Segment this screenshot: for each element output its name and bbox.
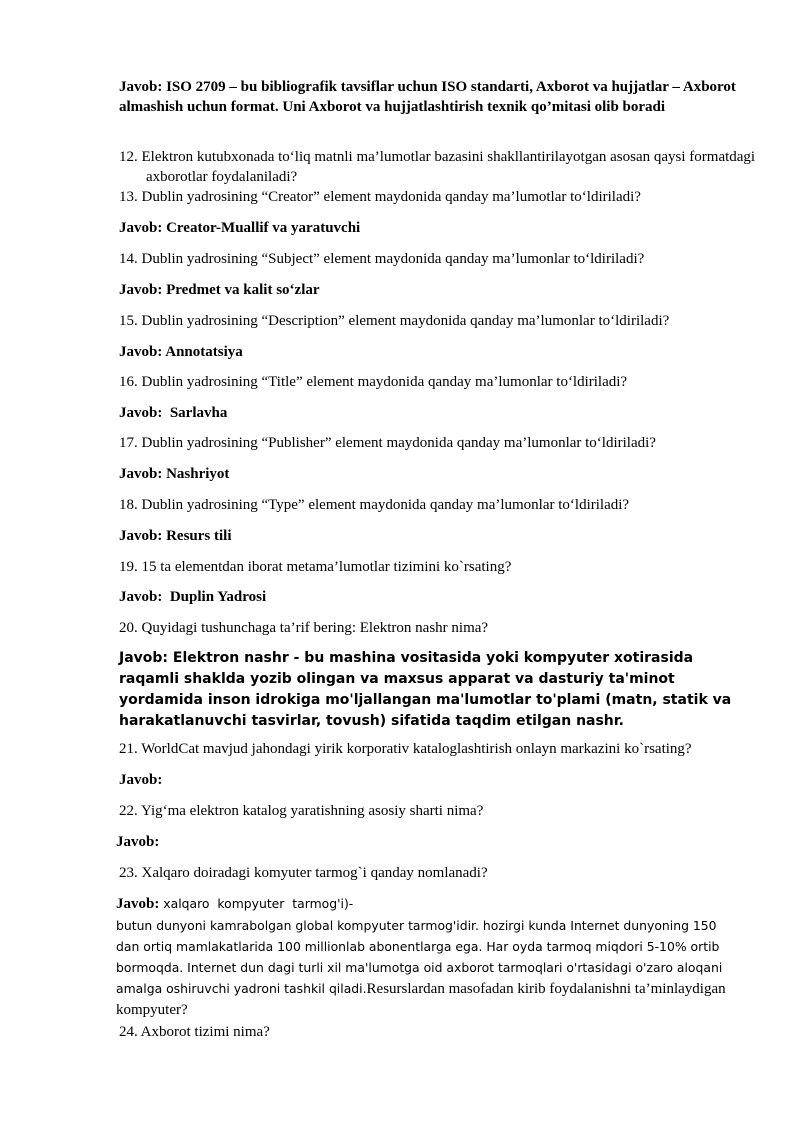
question-14: 14. Dublin yadrosining “Subject” element maydonida qanday ma’lumonlar to‘ldiriladi?: [119, 251, 645, 267]
question-22: 22. Yig‘ma elektron katalog yaratishning asosiy sharti nima?: [119, 803, 484, 819]
answer-17: Javob: Nashriyot: [119, 466, 230, 482]
question-19: 19. 15 ta elementdan iborat metama’lumotlar tizimini ko`rsating?: [119, 559, 512, 575]
answer-15: Javob: Annotatsiya: [119, 344, 243, 360]
question-24: 24. Axborot tizimi nima?: [119, 1024, 270, 1040]
question-20: 20. Quyidagi tushunchaga ta’rif bering: Elektron nashr nima?: [119, 620, 489, 636]
answer-23-body: butun dunyoni kamrabolgan global kompyuter tarmog'idir. hozirgi kunda Internet dunyoning 150 dan ortiq mamlakatlarida 100 millionlab abonentlarga ega. Har oyda tarmoq miqdori 5-10% ortib bormoqda. Internet dun dagi turli xil ma'lumotga oid axborot tarmoqlari o'rtasidagi o'zaro aloqani amalga oshiruvchi yadroni tashkil qiladi.: [116, 918, 723, 996]
question-23: 23. Xalqaro doiradagi komyuter tarmog`i qanday nomlanadi?: [119, 865, 488, 881]
answer-21: Javob:: [119, 772, 163, 788]
question-18: 18. Dublin yadrosining “Type” element maydonida qanday ma’lumonlar to‘ldiriladi?: [119, 497, 630, 513]
answer-20: Javob: Elektron nashr - bu mashina vositasida yoki kompyuter xotirasida raqamli shaklda yozib olingan va maxsus apparat va dasturiy ta'minot yordamida inson idrokiga mo'ljallangan ma'lumotlar to'plami (matn, statik va harakatlanuvchi tasvirlar, tovush) sifatida taqdim etilgan nashr.: [119, 650, 732, 729]
answer-23: [116, 893, 740, 1021]
answer-11: Javob: ISO 2709 – bu bibliografik tavsiflar uchun ISO standarti, Axborot va hujjatlar – Axborot almashish uchun format. Uni Axborot va hujjatlashtirish texnik qo’mitasi olib boradi: [119, 79, 736, 115]
answer-19: Javob: Duplin Yadrosi: [119, 589, 267, 605]
answer-14: Javob: Predmet va kalit so‘zlar: [119, 282, 320, 298]
question-15: 15. Dublin yadrosining “Description” element maydonida qanday ma’lumonlar to‘ldiriladi?: [119, 313, 670, 329]
answer-23-tail: Resurslardan masofadan kirib foydalanishni ta’minlaydigan kompyuter?: [116, 981, 726, 1018]
answer-23-lead: xalqaro kompyuter tarmog'i)-: [159, 896, 354, 911]
answer-18: Javob: Resurs tili: [119, 528, 232, 544]
question-17: 17. Dublin yadrosining “Publisher” element maydonida qanday ma’lumonlar to‘ldiriladi?: [119, 435, 656, 451]
question-12: 12. Elektron kutubxonada to‘liq matnli ma’lumotlar bazasini shakllantirilayotgan asosan qaysi formatdagi axborotlar foydalaniladi?: [119, 149, 756, 185]
question-21: 21. WorldCat mavjud jahondagi yirik korporativ kataloglashtirish onlayn markazini ko`rsating?: [119, 741, 692, 757]
answer-16: Javob: Sarlavha: [119, 405, 228, 421]
question-13: 13. Dublin yadrosining “Creator” element maydonida qanday ma’lumotlar to‘ldiriladi?: [119, 189, 641, 205]
answer-22: Javob:: [116, 834, 160, 850]
answer-23-label: Javob:: [116, 896, 160, 912]
answer-13: Javob: Creator-Muallif va yaratuvchi: [119, 220, 361, 236]
question-16: 16. Dublin yadrosining “Title” element maydonida qanday ma’lumonlar to‘ldiriladi?: [119, 374, 628, 390]
